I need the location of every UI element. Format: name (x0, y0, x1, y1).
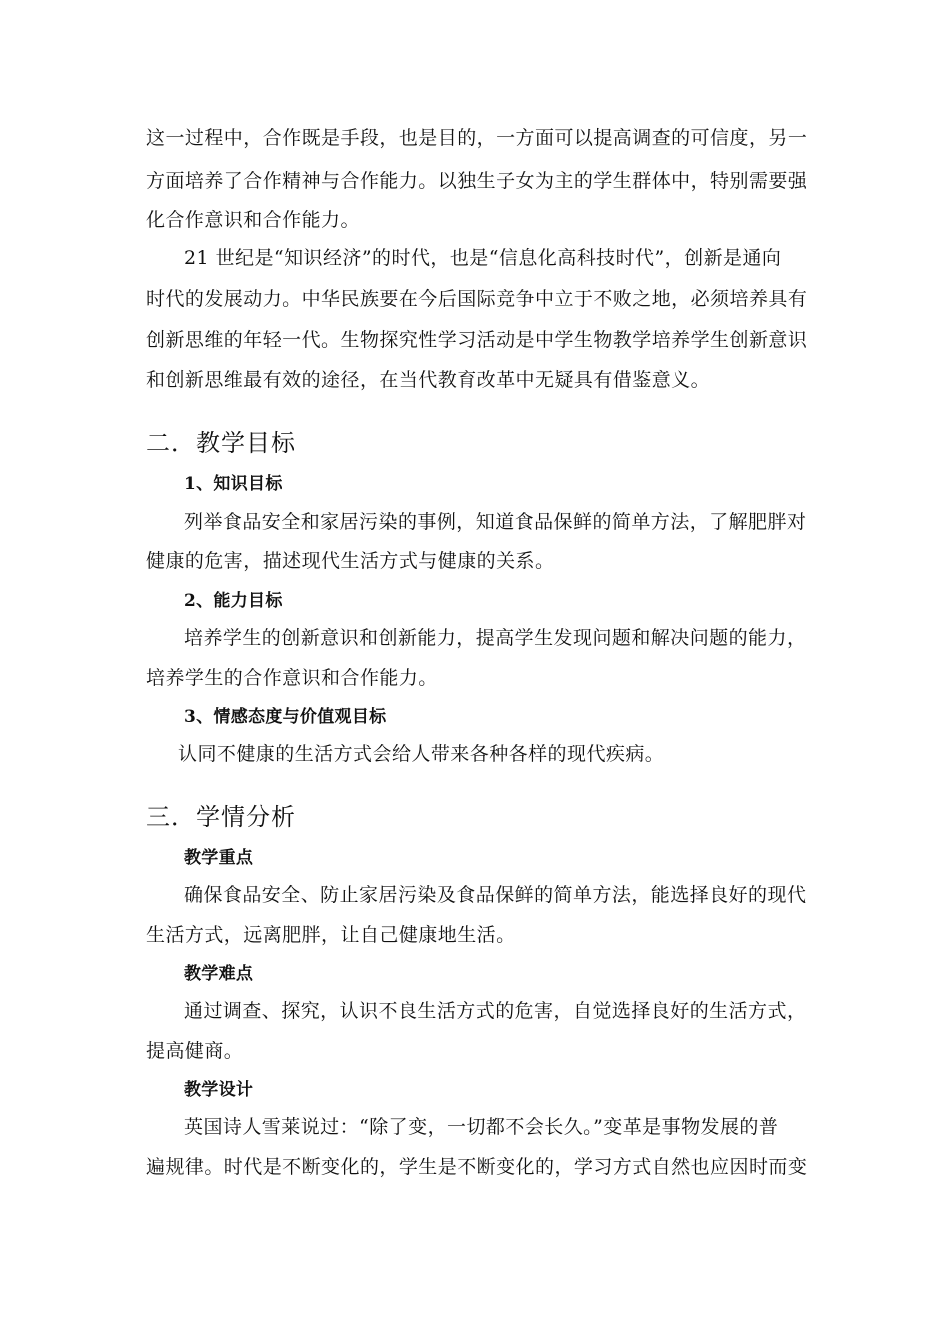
subsection-title: 教学设计 (184, 1080, 254, 1100)
paragraph-line: 化合作意识和合作能力。 (146, 209, 360, 231)
section-heading: 二．教学目标 (146, 429, 296, 457)
paragraph-line: 培养学生的合作意识和合作能力。 (146, 667, 438, 689)
paragraph-line: 和创新思维最有效的途径，在当代教育改革中无疑具有借鉴意义。 (146, 369, 711, 391)
subsection-title: 教学重点 (184, 848, 254, 868)
paragraph-line: 21 世纪是“知识经济”的时代，也是“信息化高科技时代”，创新是通向 (184, 247, 782, 269)
paragraph-line: 通过调查、探究，认识不良生活方式的危害，自觉选择良好的生活方式， (184, 1000, 807, 1022)
paragraph-line: 创新思维的年轻一代。生物探究性学习活动是中学生物教学培养学生创新意识 (146, 329, 808, 351)
paragraph-line: 提高健商。 (146, 1040, 244, 1062)
paragraph-line: 生活方式，远离肥胖，让自己健康地生活。 (146, 924, 516, 946)
subsection-title: 2、能力目标 (184, 591, 283, 611)
paragraph-line: 健康的危害，描述现代生活方式与健康的关系。 (146, 550, 555, 572)
subsection-title: 3、情感态度与价值观目标 (184, 707, 387, 727)
subsection-title: 教学难点 (184, 964, 254, 984)
paragraph-line: 方面培养了合作精神与合作能力。以独生子女为主的学生群体中，特别需要强 (146, 170, 808, 192)
paragraph-line: 确保食品安全、防止家居污染及食品保鲜的简单方法，能选择良好的现代 (184, 884, 807, 906)
paragraph-line: 遍规律。时代是不断变化的，学生是不断变化的，学习方式自然也应因时而变 (146, 1156, 808, 1178)
paragraph-line: 这一过程中，合作既是手段，也是目的，一方面可以提高调查的可信度，另一 (146, 127, 808, 149)
paragraph-line: 时代的发展动力。中华民族要在今后国际竞争中立于不败之地，必须培养具有 (146, 288, 808, 310)
paragraph-line: 认同不健康的生活方式会给人带来各种各样的现代疾病。 (178, 743, 665, 765)
paragraph-line: 英国诗人雪莱说过：“除了变，一切都不会长久。”变革是事物发展的普 (184, 1116, 779, 1138)
paragraph-line: 列举食品安全和家居污染的事例，知道食品保鲜的简单方法，了解肥胖对 (184, 511, 807, 533)
section-heading: 三．学情分析 (146, 803, 296, 831)
subsection-title: 1、知识目标 (184, 474, 283, 494)
paragraph-line: 培养学生的创新意识和创新能力，提高学生发现问题和解决问题的能力， (184, 627, 807, 649)
